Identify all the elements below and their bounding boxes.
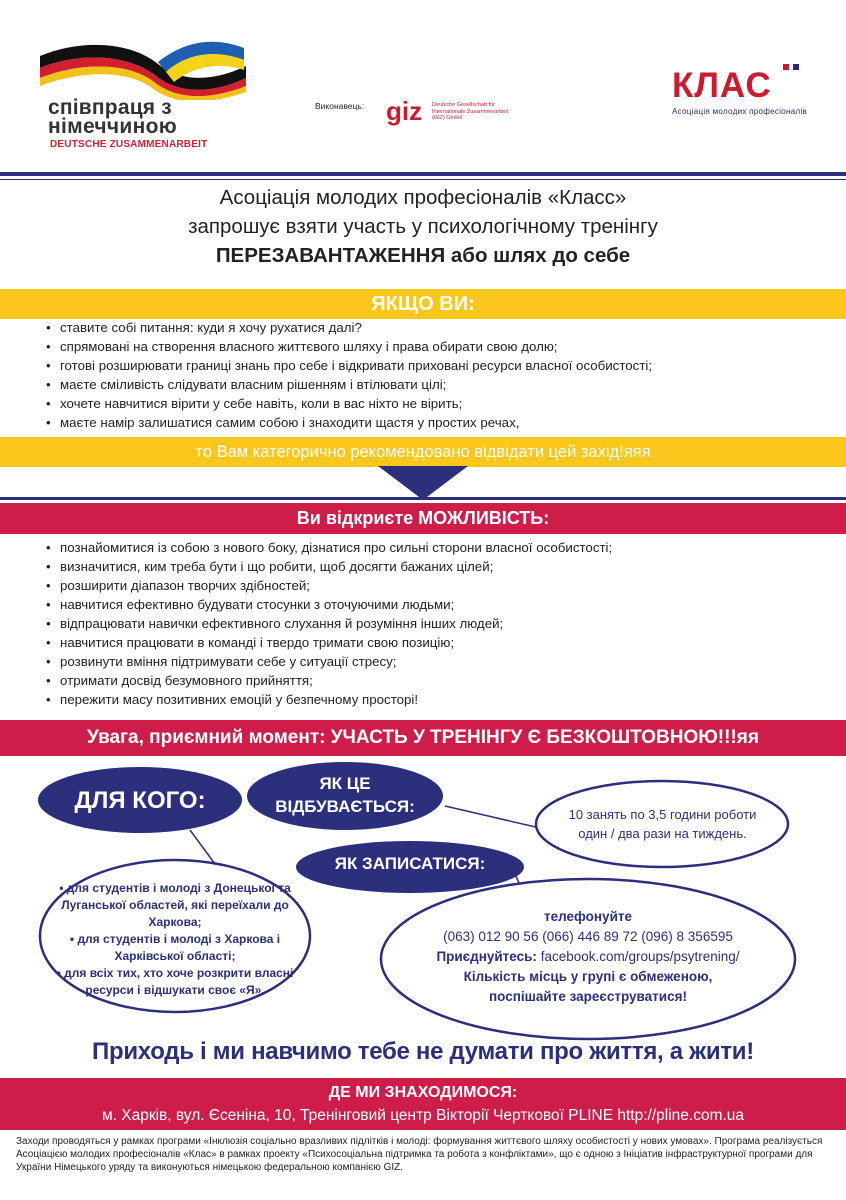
how-title-line1: ЯК ЦЕ [319,774,371,793]
location-heading: ДЕ МИ ЗНАХОДИМОСЯ: [328,1084,518,1101]
signup-title: ЯК ЗАПИСАТИСЯ: [334,854,486,873]
opportunity-divider [0,497,846,500]
signup-info [392,907,784,1007]
slogan: Приходь і ми навчимо тебе не думати про життя, а жити! [92,1038,754,1065]
how-detail-line1: 10 занять по 3,5 години роботи [568,807,757,822]
for-whom-list [56,880,294,999]
executor-label: Виконавець: [315,101,365,111]
free-notice: Увага, приємний момент: УЧАСТЬ У ТРЕНІНГУ Є БЕЗКОШТОВНОЮ!!!яя [87,727,759,748]
list-item: • ставите собі питання: куди я хочу рухатися далі? [46,318,652,337]
how-title [250,772,440,818]
list-item: • для студентів і молоді з Харкова і Харківської області; [69,932,281,963]
signup-join [392,947,784,967]
list-item: • познайомитися із собою з нового боку, дізнатися про сильні сторони власної особистості; [46,538,612,557]
header-divider [0,172,846,176]
list-item: • навчитися працювати в команді і твердо тримати свою позицію; [46,633,612,652]
klas-logo-square-blue [793,64,799,70]
list-item: • відпрацювати навички ефективного слухання й розуміння інших людей; [46,614,612,633]
list-item: • розширити діапазон творчих здібностей; [46,576,612,595]
conclusion-text: то Вам категорично рекомендовано відвідати цей захід!яяя [195,443,651,461]
list-item: • визначитися, ким треба бути і що робити, щоб досягти бажаних цілей; [46,557,612,576]
header [0,0,846,170]
opportunity-heading-band [0,503,846,534]
coop-title-line1: співпраця з [48,96,172,119]
intro-block [0,183,846,270]
how-detail [540,805,785,843]
opportunity-list [46,538,612,709]
klas-logo: КЛАС [672,66,772,105]
list-item: • маєте сміливість слідувати власним рішенням і втілювати цілі; [46,375,652,394]
intro-line2: запрошує взяти участь у психологічному тренінгу [188,215,658,238]
list-item: • пережити масу позитивних емоцій у безпечному просторі! [46,690,612,709]
location-address[interactable]: м. Харків, вул. Єсеніна, 10, Тренінговий центр Вікторії Черткової PLINE http://pline.com.ua [101,1107,745,1124]
signup-call-label: телефонуйте [544,909,632,924]
coop-subtitle: DEUTSCHE ZUSAMMENARBEIT [50,139,208,150]
header-divider-thin [0,179,846,180]
if-heading-band [0,289,846,319]
signup-phones[interactable]: (063) 012 90 56 (066) 446 89 72 (096) 8 356595 [443,929,733,944]
klas-logo-square-red [783,64,789,70]
list-item: • хочете навчитися вірити у себе навіть, коли в вас ніхто не вірить; [46,394,652,413]
signup-join-label: Приєднуйтесь: [436,949,537,964]
intro-title: ПЕРЕЗАВАНТАЖЕННЯ або шлях до себе [215,244,631,267]
giz-description: Deutsche Gesellschaft für Internationale Zusammenarbeit (GIZ) GmbH [432,102,509,121]
signup-limit1: Кількість місць у групі є обмеженою, [463,969,713,984]
list-item: • навчитися ефективно будувати стосунки з оточуючими людьми; [46,595,612,614]
giz-logo: giz [386,96,423,126]
footer-note: Заходи проводяться у рамках програми «Інклюзія соціально вразливих підлітків і молоді: формування життєвого шляху особистості у нових умовах». Програма реалізується Асоціацією молодих професіоналів «Клас» в рамках проекту «Психосоціальна підтримка та робота з конфліктами», що є одною з Ініціатив інфраструктурної програми для України Німецького уряду та виконуються німецькою федеральною компанією GIZ. [16,1136,823,1173]
opportunity-heading: Ви відкриєте МОЖЛИВІСТЬ: [296,508,550,528]
list-item: • розвинути вміння підтримувати себе у ситуації стресу; [46,652,612,671]
coop-title-line2: німеччиною [48,115,177,138]
list-item: • маєте намір залишатися самим собою і знаходити щастя у простих речах, [46,413,652,432]
location-band [0,1078,846,1130]
conclusion-band [0,437,846,467]
free-notice-band [0,720,846,756]
list-item: • для всіх тих, хто хоче розкрити власні ресурси і відшукати своє «Я». [56,966,294,997]
klas-subtitle: Асоціація молодих професіоналів [672,107,808,116]
how-title-line2: ВІДБУВАЄТЬСЯ: [275,797,415,816]
list-item: • для студентів і молоді з Донецької та Луганської областей, які переїхали до Харкова; [59,881,291,929]
germany-ukraine-ribbon-logo [38,38,248,100]
bubbles-area [0,756,846,1046]
signup-limit2: поспішайте зареєструватися! [489,989,687,1004]
list-item: • готові розширювати границі знань про себе і відкривати приховані ресурси власної особистості; [46,356,652,375]
intro-line1: Асоціація молодих професіоналів «Класс» [219,186,627,209]
how-detail-line2: один / два рази на тиждень. [578,826,747,841]
facebook-link[interactable]: facebook.com/groups/psytrening/ [540,949,740,964]
for-whom-title: ДЛЯ КОГО: [74,787,206,814]
if-heading: ЯКЩО ВИ: [371,293,475,315]
if-list [46,318,652,432]
list-item: • спрямовані на створення власного життєвого шляху і права обирати свою долю; [46,337,652,356]
list-item: • отримати досвід безумовного прийняття; [46,671,612,690]
